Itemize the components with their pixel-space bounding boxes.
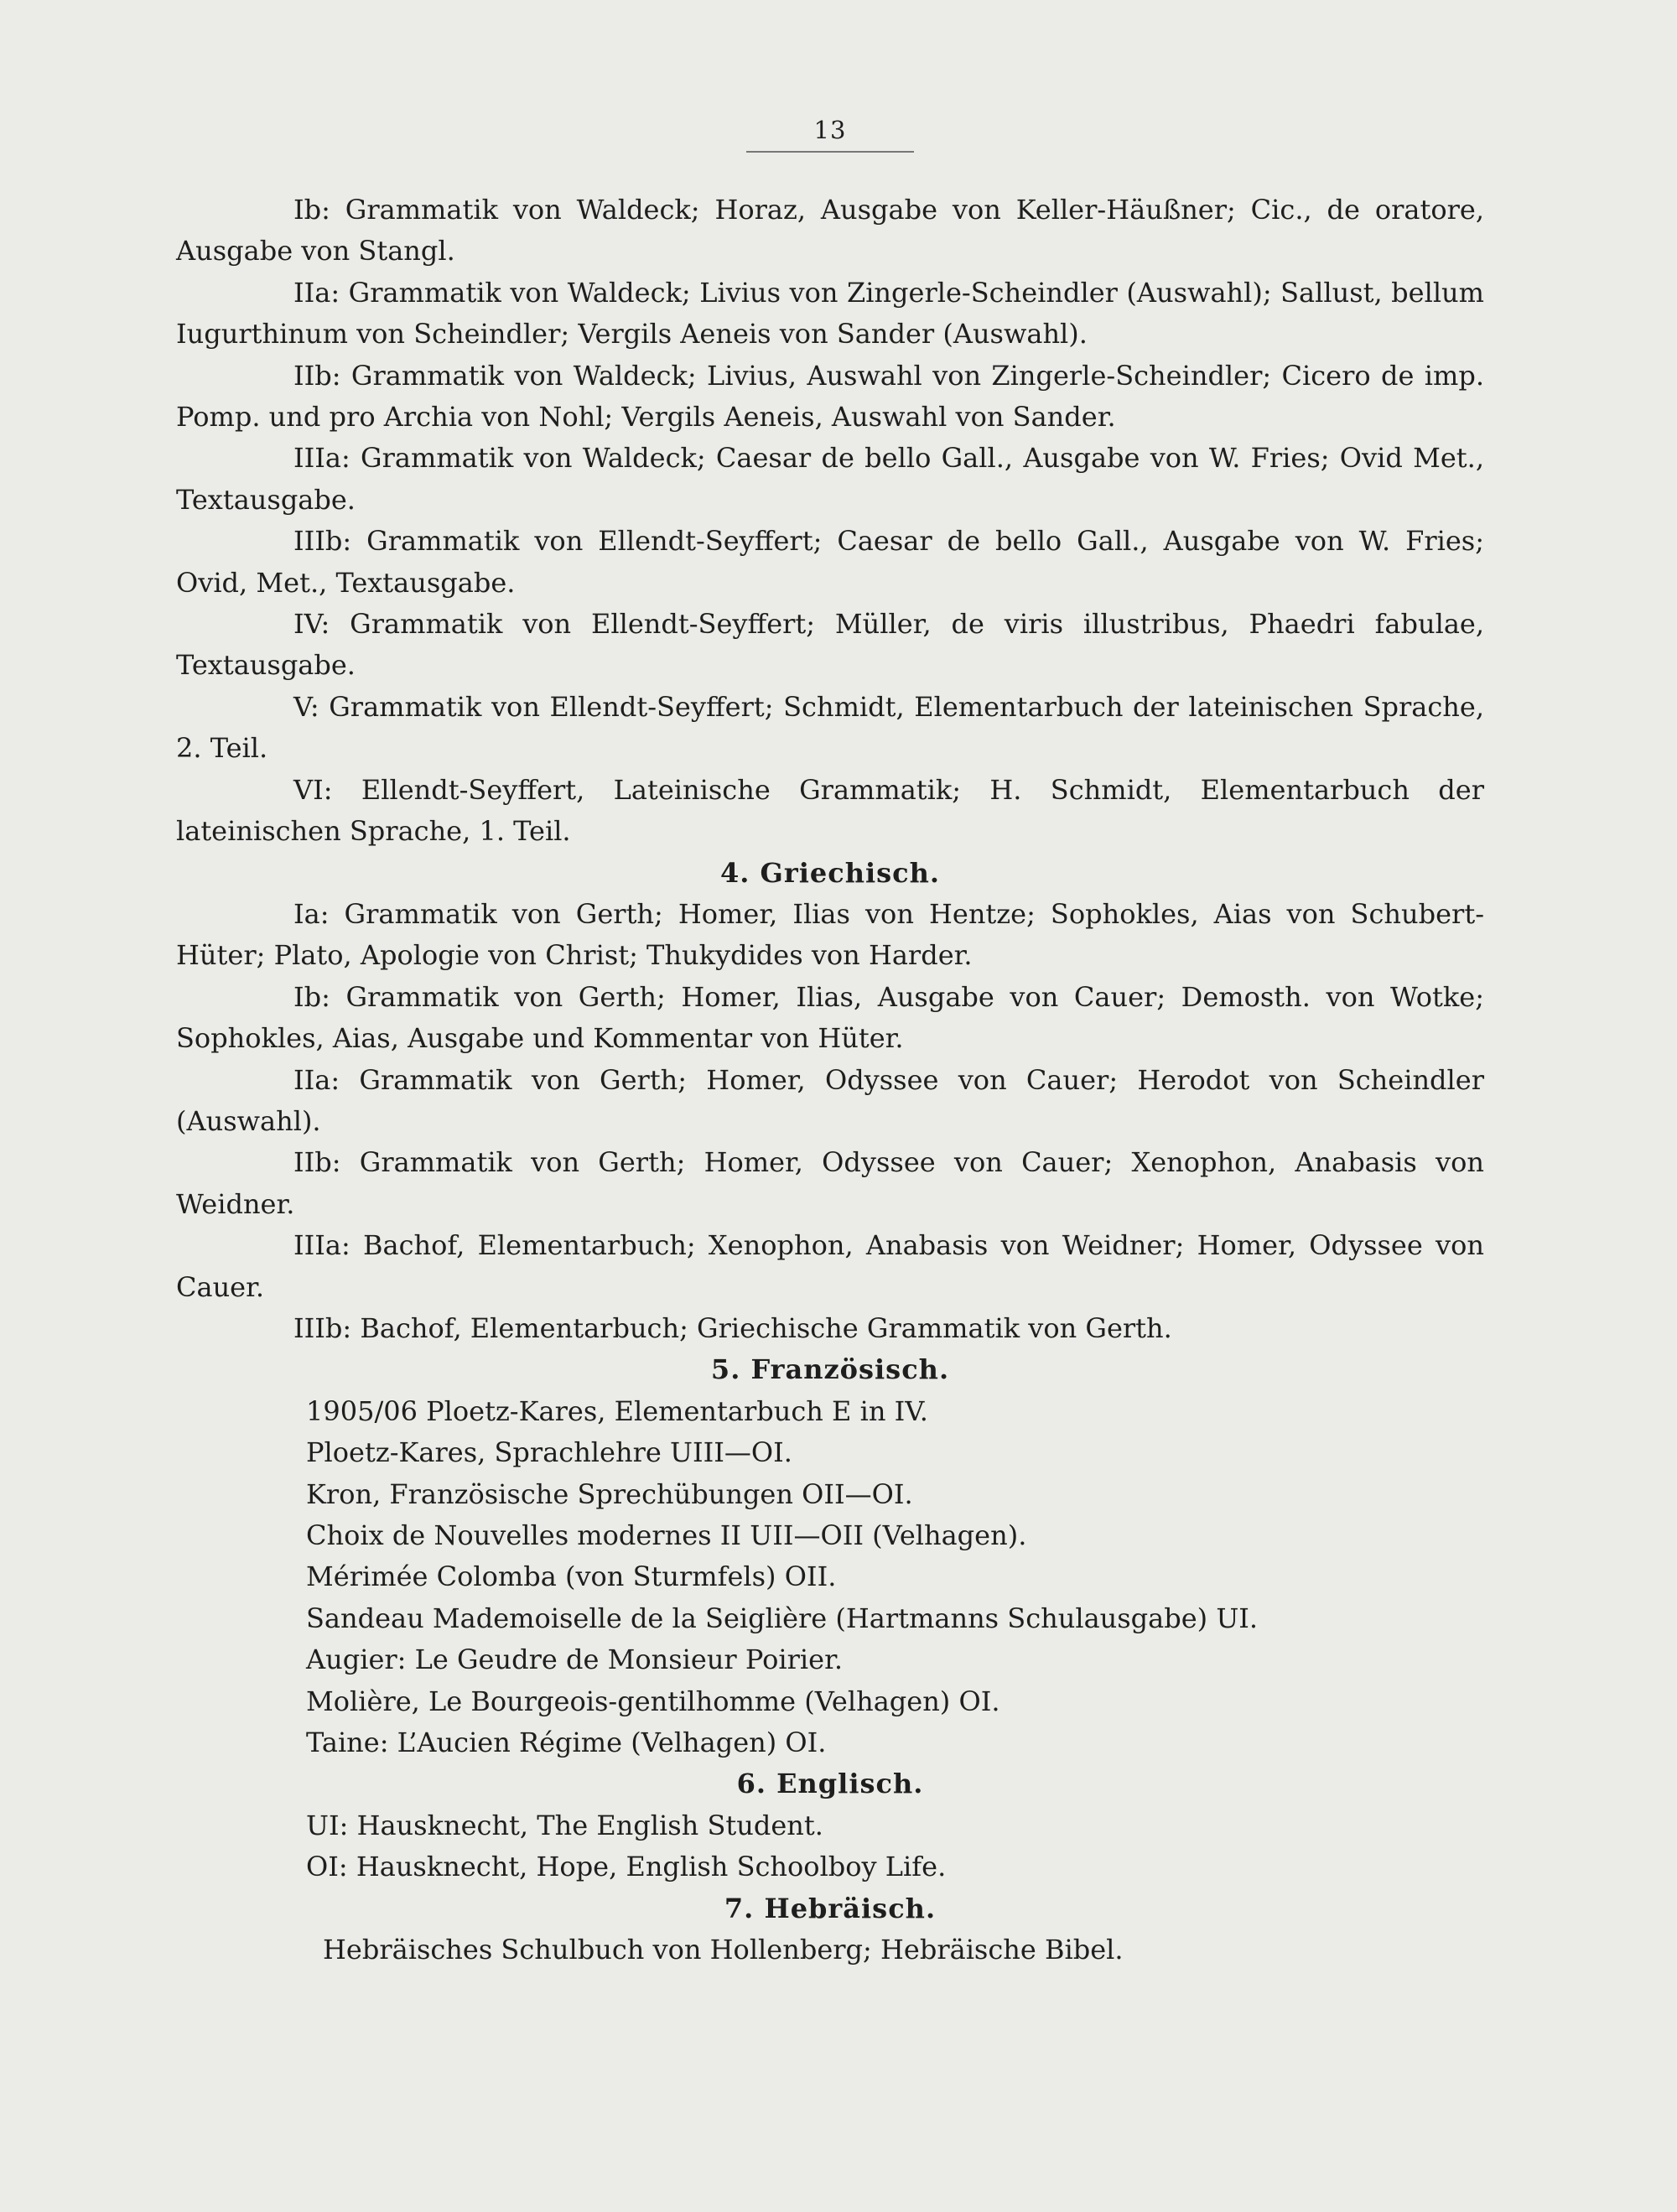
section-heading-greek: 4. Griechisch. [719, 856, 941, 889]
greek-entry: IIIa: Bachof, Elementarbuch; Xenophon, Anabasis von Weidner; Homer, Odyssee von Cauer. [176, 1229, 1484, 1303]
greek-entry: IIa: Grammatik von Gerth; Homer, Odyssee von Cauer; Herodot von Scheindler (Auswahl). [176, 1063, 1484, 1137]
english-line: OI: Hausknecht, Hope, English Schoolboy Life. [306, 1851, 947, 1883]
greek-entry: Ib: Grammatik von Gerth; Homer, Ilias, Ausgabe von Cauer; Demosth. von Wotke; Sophokles, Aias, Ausgabe und Kommentar von Hüter. [176, 980, 1484, 1055]
english-line: UI: Hausknecht, The English Student. [306, 1809, 823, 1841]
latin-entry: IIIa: Grammatik von Waldeck; Caesar de bello Gall., Ausgabe von W. Fries; Ovid Met., Textausgabe. [176, 442, 1484, 516]
greek-entry: IIIb: Bachof, Elementarbuch; Griechische Grammatik von Gerth. [293, 1311, 1172, 1344]
french-line: Sandeau Mademoiselle de la Seiglière (Hartmanns Schulausgabe) UI. [306, 1602, 1259, 1634]
french-line: Kron, Französische Sprechübungen OII—OI. [306, 1477, 913, 1510]
french-line: Augier: Le Geudre de Monsieur Poirier. [306, 1643, 844, 1676]
french-line: 1905/06 Ploetz-Kares, Elementarbuch E in IV. [306, 1394, 928, 1427]
section-heading-hebrew: 7. Hebräisch. [724, 1892, 937, 1924]
page-number: 13 [813, 116, 847, 144]
latin-entry: Ib: Grammatik von Waldeck; Horaz, Ausgabe von Keller-Häußner; Cic., de oratore, Ausgabe von Stangl. [176, 194, 1484, 267]
french-line: Ploetz-Kares, Sprachlehre UIII—OI. [306, 1436, 792, 1469]
french-line: Choix de Nouvelles modernes II UII—OII (Velhagen). [306, 1519, 1027, 1551]
header-rule [746, 151, 914, 153]
latin-entry: IIIb: Grammatik von Ellendt-Seyffert; Caesar de bello Gall., Ausgabe von W. Fries; Ovid, Met., Textausgabe. [176, 525, 1484, 599]
french-line: Taine: L’Aucien Régime (Velhagen) OI. [306, 1727, 827, 1759]
french-line: Mérimée Colomba (von Sturmfels) OII. [306, 1560, 837, 1593]
latin-entry: IV: Grammatik von Ellendt-Seyffert; Müller, de viris illustribus, Phaedri fabulae, Textausgabe. [176, 608, 1484, 682]
latin-entry: IIb: Grammatik von Waldeck; Livius, Auswahl von Zingerle-Scheindler; Cicero de imp. Pomp. und pro Archia von Nohl; Vergils Aeneis, Auswahl von Sander. [176, 359, 1484, 434]
latin-entry: IIa: Grammatik von Waldeck; Livius von Zingerle-Scheindler (Auswahl); Sallust, bellum Iugurthinum von Scheindler; Vergils Aeneis von Sander (Auswahl). [176, 276, 1484, 350]
greek-entry: Ia: Grammatik von Gerth; Homer, Ilias von Hentze; Sophokles, Aias von Schubert-Hüter; Plato, Apologie von Christ; Thukydides von Harder. [176, 897, 1484, 972]
french-line: Molière, Le Bourgeois-gentilhomme (Velhagen) OI. [306, 1685, 1000, 1717]
greek-entry: IIb: Grammatik von Gerth; Homer, Odyssee von Cauer; Xenophon, Anabasis von Weidner. [176, 1146, 1484, 1220]
section-heading-french: 5. Französisch. [710, 1353, 950, 1386]
section-heading-english: 6. Englisch. [736, 1768, 924, 1800]
page-body [176, 190, 1484, 1971]
latin-entry: VI: Ellendt-Seyffert, Lateinische Grammatik; H. Schmidt, Elementarbuch der lateinischen Sprache, 1. Teil. [176, 773, 1484, 848]
latin-entry: V: Grammatik von Ellendt-Seyffert; Schmidt, Elementarbuch der lateinischen Sprache, 2. Teil. [176, 690, 1484, 765]
hebrew-line: Hebräisches Schulbuch von Hollenberg; Hebräische Bibel. [323, 1934, 1124, 1966]
